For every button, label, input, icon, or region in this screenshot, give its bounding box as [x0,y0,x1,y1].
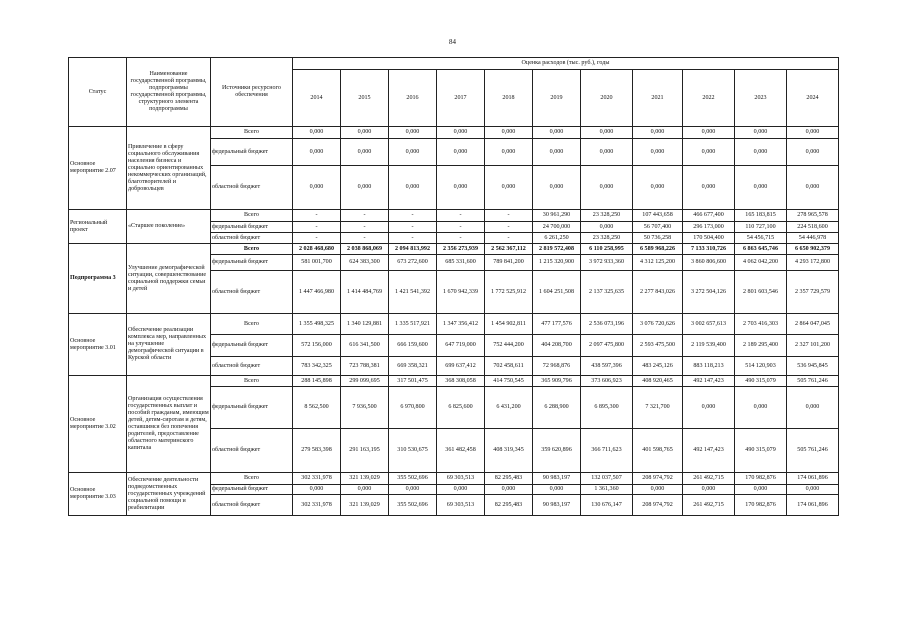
row-value: - [293,210,341,222]
row-value: 408 319,345 [485,429,533,473]
row-value: - [485,233,533,244]
row-value: 174 061,896 [787,473,839,485]
row-value: - [485,222,533,233]
row-value: 466 677,400 [683,210,735,222]
row-value: 365 909,796 [533,376,581,387]
header-status: Статус [69,58,127,127]
row-value: 23 328,250 [581,210,633,222]
row-value: 261 492,715 [683,495,735,516]
row-value: 90 983,197 [533,473,581,485]
row-value: 666 159,600 [389,335,437,357]
header-year: 2024 [787,70,839,127]
row-value: 0,000 [581,166,633,210]
row-program-name: Привлечение в сферу социального обслуживания населения бизнеса и социально ориентированных некоммерческих организаций, благотворителей и добровольцев [127,127,211,210]
row-program-name: Обеспечение деятельности подведомственных государственных учреждений социальной помощи и реабилитации [127,473,211,516]
row-value: 0,000 [533,139,581,166]
row-value: - [293,233,341,244]
row-value: 6 863 645,746 [735,244,787,255]
row-value: 0,000 [389,485,437,495]
row-value: 0,000 [437,127,485,139]
row-program-name: Улучшение демографической ситуации, совершенствование социальной поддержки семьи и детей [127,244,211,314]
row-value: 0,000 [341,139,389,166]
header-year: 2018 [485,70,533,127]
row-value: 8 562,500 [293,387,341,429]
row-value: 170 982,876 [735,495,787,516]
row-value: 1 340 129,881 [341,314,389,335]
row-funding-source: областной бюджет [211,495,293,516]
row-value: 3 076 720,626 [633,314,683,335]
row-status: Основное мероприятие 2.07 [69,127,127,210]
row-value: 2 801 603,546 [735,271,787,314]
row-value: 0,000 [533,166,581,210]
row-value: 1 355 498,325 [293,314,341,335]
row-value: 723 788,381 [341,357,389,376]
row-value: 1 414 484,769 [341,271,389,314]
row-value: 0,000 [787,127,839,139]
header-name: Наименование государственной программы, подпрограммы государственной программы, структурного элемента подпрограммы [127,58,211,127]
row-value: 0,000 [683,139,735,166]
row-value: 299 099,695 [341,376,389,387]
row-value: 1 335 517,921 [389,314,437,335]
row-value: 505 761,246 [787,376,839,387]
row-value: 0,000 [581,127,633,139]
row-value: 581 001,700 [293,255,341,271]
row-value: 6 895,300 [581,387,633,429]
row-value: 0,000 [683,127,735,139]
row-value: 514 120,903 [735,357,787,376]
row-status: Подпрограмма 3 [69,244,127,314]
table-row [69,210,839,222]
row-value: 107 443,658 [633,210,683,222]
row-value: 0,000 [389,127,437,139]
row-value: - [389,222,437,233]
row-value: 404 208,700 [533,335,581,357]
row-value: 0,000 [683,166,735,210]
row-value: 291 163,195 [341,429,389,473]
row-value: - [437,222,485,233]
row-funding-source: федеральный бюджет [211,485,293,495]
row-funding-source: федеральный бюджет [211,335,293,357]
row-program-name: Организация осуществления государственных выплат и пособий гражданам, имеющим детей, детям-сиротам и детям, оставшимся без попечения родителей, предоставление областного материнского капитала [127,376,211,473]
row-value: 2 356 273,939 [437,244,485,255]
row-program-name: Обеспечение реализации комплекса мер, направленных на улучшение демографической ситуации в Курской области [127,314,211,376]
row-value: - [437,233,485,244]
row-value: 2 028 468,680 [293,244,341,255]
row-value: - [389,210,437,222]
row-value: 789 841,200 [485,255,533,271]
row-value: - [341,210,389,222]
row-value: 170 982,876 [735,473,787,485]
header-year: 2014 [293,70,341,127]
row-value: 7 321,700 [633,387,683,429]
row-value: - [437,210,485,222]
row-value: 1 215 320,900 [533,255,581,271]
row-value: 302 331,978 [293,495,341,516]
row-value: 414 750,545 [485,376,533,387]
row-value: 4 062 042,200 [735,255,787,271]
row-value: 0,000 [341,485,389,495]
row-value: 6 110 258,995 [581,244,633,255]
header-year: 2019 [533,70,581,127]
row-value: 7 133 310,726 [683,244,735,255]
row-value: 490 315,079 [735,376,787,387]
row-value: 174 061,896 [787,495,839,516]
table-row [69,473,839,485]
table-row [69,127,839,139]
table-row [69,314,839,335]
row-value: 0,000 [581,139,633,166]
row-value: 669 358,321 [389,357,437,376]
row-funding-source: федеральный бюджет [211,139,293,166]
row-value: 536 945,845 [787,357,839,376]
row-value: 0,000 [735,139,787,166]
row-value: 2 094 813,992 [389,244,437,255]
row-value: 6 650 902,379 [787,244,839,255]
row-value: 310 530,675 [389,429,437,473]
header-year: 2015 [341,70,389,127]
row-value: 317 501,475 [389,376,437,387]
row-value: 278 965,578 [787,210,839,222]
row-value: 401 598,765 [633,429,683,473]
row-value: - [485,210,533,222]
row-value: 2 536 073,196 [581,314,633,335]
row-value: 7 936,500 [341,387,389,429]
row-value: 616 341,500 [341,335,389,357]
row-value: 0,000 [787,485,839,495]
row-value: 321 139,029 [341,495,389,516]
row-value: 0,000 [389,139,437,166]
row-value: 673 272,600 [389,255,437,271]
row-funding-source: федеральный бюджет [211,222,293,233]
row-value: 288 145,898 [293,376,341,387]
row-status: Основное мероприятие 3.02 [69,376,127,473]
row-value: 0,000 [787,387,839,429]
row-value: 1 421 541,392 [389,271,437,314]
row-funding-source: Всего [211,127,293,139]
row-value: 0,000 [633,485,683,495]
row-value: 6 825,600 [437,387,485,429]
row-value: 296 173,000 [683,222,735,233]
table-body [69,127,839,516]
row-value: 165 183,815 [735,210,787,222]
header-year: 2016 [389,70,437,127]
row-value: 408 920,465 [633,376,683,387]
row-funding-source: областной бюджет [211,429,293,473]
row-funding-source: Всего [211,376,293,387]
row-value: 0,000 [683,485,735,495]
row-program-name: «Старшее поколение» [127,210,211,244]
header-year: 2017 [437,70,485,127]
row-value: 0,000 [485,127,533,139]
row-value: 1 604 251,508 [533,271,581,314]
row-value: 0,000 [787,139,839,166]
row-value: 0,000 [293,127,341,139]
row-value: 2 189 295,400 [735,335,787,357]
row-value: 752 444,200 [485,335,533,357]
row-funding-source: областной бюджет [211,271,293,314]
page-number: 84 [449,38,456,46]
row-value: 2 038 868,069 [341,244,389,255]
row-funding-source: областной бюджет [211,166,293,210]
row-value: 54 456,715 [735,233,787,244]
row-value: 56 707,400 [633,222,683,233]
row-value: 783 342,325 [293,357,341,376]
row-value: 0,000 [389,166,437,210]
row-funding-source: Всего [211,244,293,255]
row-value: 0,000 [735,387,787,429]
row-funding-source: федеральный бюджет [211,255,293,271]
row-value: 355 502,696 [389,495,437,516]
row-value: 3 972 933,360 [581,255,633,271]
row-value: 0,000 [485,166,533,210]
row-value: 130 676,147 [581,495,633,516]
row-value: 0,000 [735,485,787,495]
row-value: 170 504,400 [683,233,735,244]
row-value: 699 637,412 [437,357,485,376]
row-value: 0,000 [633,166,683,210]
row-funding-source: федеральный бюджет [211,387,293,429]
row-value: 1 454 902,811 [485,314,533,335]
row-value: - [389,233,437,244]
row-value: 361 482,458 [437,429,485,473]
row-value: 0,000 [293,166,341,210]
row-value: 69 303,513 [437,473,485,485]
row-value: 208 974,792 [633,473,683,485]
row-value: 321 139,029 [341,473,389,485]
row-value: 30 961,290 [533,210,581,222]
row-value: 0,000 [293,485,341,495]
row-value: - [341,222,389,233]
row-value: 23 328,250 [581,233,633,244]
row-value: 1 772 525,912 [485,271,533,314]
row-value: 0,000 [533,485,581,495]
row-value: 2 097 475,800 [581,335,633,357]
row-value: 3 860 806,600 [683,255,735,271]
row-funding-source: Всего [211,210,293,222]
row-funding-source: областной бюджет [211,233,293,244]
row-value: 355 502,696 [389,473,437,485]
budget-table [68,57,839,516]
row-value: 2 357 729,579 [787,271,839,314]
row-value: 6 431,200 [485,387,533,429]
row-value: 2 562 367,112 [485,244,533,255]
row-value: - [293,222,341,233]
row-value: 208 974,792 [633,495,683,516]
row-value: 373 606,923 [581,376,633,387]
table-row [69,244,839,255]
row-value: 0,000 [341,127,389,139]
row-value: 3 272 504,126 [683,271,735,314]
row-value: 82 295,483 [485,495,533,516]
row-value: 1 670 942,339 [437,271,485,314]
header-year: 2020 [581,70,633,127]
row-value: 1 447 466,980 [293,271,341,314]
row-value: 0,000 [735,127,787,139]
row-value: 1 347 356,412 [437,314,485,335]
row-value: 2 277 843,026 [633,271,683,314]
row-funding-source: областной бюджет [211,357,293,376]
row-value: 54 446,978 [787,233,839,244]
row-value: 279 583,398 [293,429,341,473]
header-year: 2023 [735,70,787,127]
row-value: 2 137 325,635 [581,271,633,314]
row-value: 0,000 [581,222,633,233]
row-status: Основное мероприятие 3.01 [69,314,127,376]
row-value: 2 327 101,200 [787,335,839,357]
row-value: 0,000 [485,485,533,495]
row-value: 0,000 [437,485,485,495]
row-value: 483 245,126 [633,357,683,376]
row-value: 6 288,900 [533,387,581,429]
row-value: 0,000 [787,166,839,210]
row-value: 624 383,300 [341,255,389,271]
row-value: 6 589 968,226 [633,244,683,255]
table-row [69,376,839,387]
row-value: 24 700,000 [533,222,581,233]
row-value: 477 177,576 [533,314,581,335]
row-value: 224 518,600 [787,222,839,233]
row-value: 2 864 047,045 [787,314,839,335]
row-value: 883 118,213 [683,357,735,376]
header-year: 2021 [633,70,683,127]
row-value: 490 315,079 [735,429,787,473]
row-value: 4 293 172,800 [787,255,839,271]
row-value: 2 593 475,500 [633,335,683,357]
row-value: 6 261,250 [533,233,581,244]
row-value: 90 983,197 [533,495,581,516]
row-value: 261 492,715 [683,473,735,485]
header-year: 2022 [683,70,735,127]
row-value: 69 303,513 [437,495,485,516]
row-value: - [341,233,389,244]
row-value: 0,000 [633,127,683,139]
row-value: 572 156,000 [293,335,341,357]
row-funding-source: Всего [211,473,293,485]
row-status: Региональный проект [69,210,127,244]
row-value: 438 597,396 [581,357,633,376]
row-value: 110 727,100 [735,222,787,233]
header-source: Источники ресурсного обеспечения [211,58,293,127]
row-value: 0,000 [293,139,341,166]
row-value: 0,000 [485,139,533,166]
row-value: 4 312 125,200 [633,255,683,271]
row-value: 492 147,423 [683,429,735,473]
row-funding-source: Всего [211,314,293,335]
row-value: 72 968,876 [533,357,581,376]
row-value: 302 331,978 [293,473,341,485]
row-value: 82 295,483 [485,473,533,485]
row-value: 0,000 [683,387,735,429]
row-value: 0,000 [437,166,485,210]
row-value: 0,000 [533,127,581,139]
row-value: 0,000 [633,139,683,166]
row-value: 6 970,800 [389,387,437,429]
row-value: 0,000 [341,166,389,210]
row-value: 685 331,600 [437,255,485,271]
row-value: 1 361,360 [581,485,633,495]
row-value: 368 308,058 [437,376,485,387]
row-value: 2 819 572,408 [533,244,581,255]
row-value: 366 711,623 [581,429,633,473]
row-value: 505 761,246 [787,429,839,473]
row-value: 492 147,423 [683,376,735,387]
row-status: Основное мероприятие 3.03 [69,473,127,516]
row-value: 2 119 539,400 [683,335,735,357]
row-value: 0,000 [735,166,787,210]
row-value: 3 002 657,613 [683,314,735,335]
row-value: 0,000 [437,139,485,166]
row-value: 2 703 416,303 [735,314,787,335]
row-value: 647 719,000 [437,335,485,357]
row-value: 702 458,611 [485,357,533,376]
row-value: 50 736,258 [633,233,683,244]
row-value: 359 620,896 [533,429,581,473]
header-estimate: Оценка расходов (тыс. руб.), годы [293,58,839,70]
row-value: 132 037,507 [581,473,633,485]
